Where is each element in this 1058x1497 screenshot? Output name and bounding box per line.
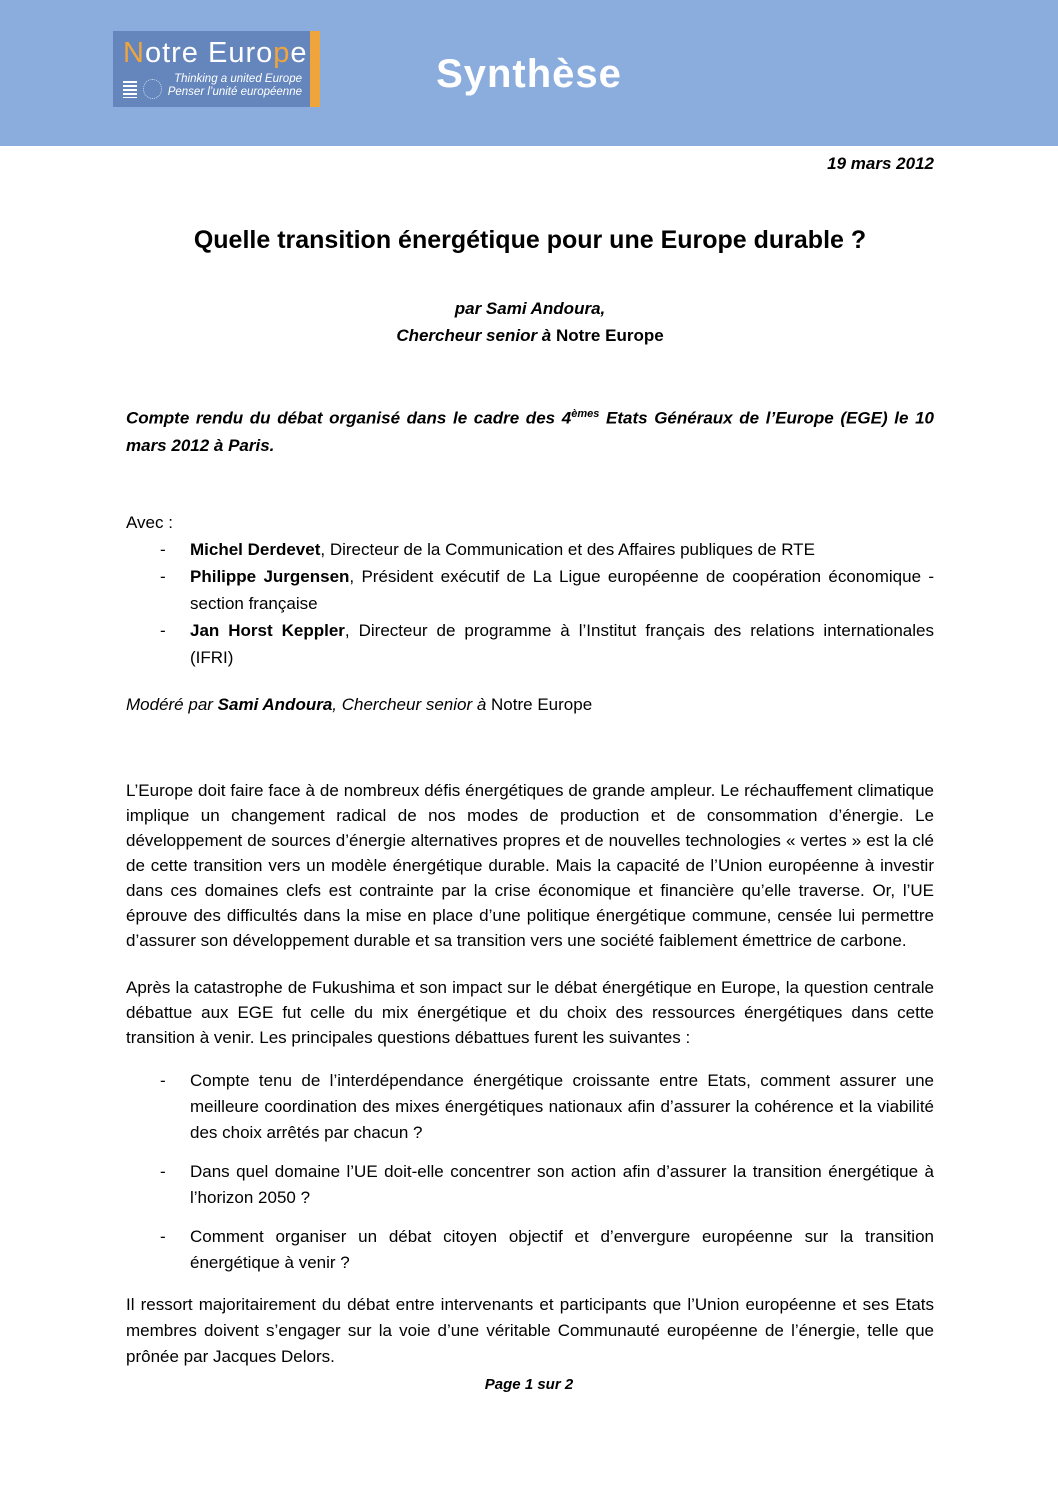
logo-tagline-fr: Penser l’unité européenne bbox=[167, 86, 302, 98]
speakers-list bbox=[126, 536, 934, 671]
byline-role-text: Chercheur senior à bbox=[396, 326, 556, 345]
byline-role bbox=[126, 322, 934, 349]
closing-paragraph: Il ressort majoritairement du débat entre intervenants et participants que l’Union européenne et ses Etats membres doivent s’engager sur la voie d’une véritable Communauté européenne de l’énergie, telle que prônée par Jacques Delors. bbox=[126, 1294, 934, 1366]
speaker-item bbox=[126, 617, 934, 671]
banner-title: Synthèse bbox=[436, 52, 622, 96]
speaker-name: Jan Horst Keppler bbox=[190, 620, 345, 640]
bullet-dash: - bbox=[160, 539, 166, 559]
body-paragraph-1: L’Europe doit faire face à de nombreux défis énergétiques de grande ampleur. Le réchauffement climatique implique un changement radical de nos modes de production et de consommation d’énergie. Le développement de sources d’énergie alternatives propres et de nouvelles technologies « vertes » est la clé de cette transition vers un modèle énergétique durable. Mais la capacité de l’Union européenne à investir dans ces domaines clefs est contrainte par la crise économique et financière qu’elle traverse. Or, l’UE éprouve des difficultés dans la mise en place d’une politique énergétique commune, censée lui permettre d’assurer son développement durable et sa transition vers une société faiblement émettrice de carbone. bbox=[126, 780, 934, 950]
logo-brand-letter-n: N bbox=[123, 37, 145, 69]
byline-author: par Sami Andoura, bbox=[454, 299, 606, 318]
question-text: Compte tenu de l’interdépendance énergétique croissante entre Etats, comment assurer une meilleure coordination des mixes énergétiques nationaux afin d’assurer la cohérence et la viabilité des choix arrêtés par chacun ? bbox=[190, 1070, 934, 1142]
logo-tagline-en: Thinking a united Europe bbox=[174, 73, 302, 85]
speakers-label: Avec : bbox=[126, 512, 173, 532]
intro-part1: Compte rendu du débat organisé dans le cadre des 4 bbox=[126, 408, 572, 428]
speaker-desc: , Président exécutif de La Ligue européenne de coopération économique - section française bbox=[190, 566, 935, 613]
moderator-role: , Chercheur senior à bbox=[332, 694, 492, 714]
moderator-line bbox=[126, 691, 934, 718]
logo-brand-mid: otre Euro bbox=[144, 37, 274, 69]
document-body bbox=[126, 226, 934, 1370]
intro-superscript: èmes bbox=[571, 408, 600, 420]
questions-list bbox=[126, 1068, 934, 1276]
speaker-item bbox=[126, 563, 934, 617]
date-line: 19 mars 2012 bbox=[827, 154, 934, 173]
speaker-item bbox=[126, 536, 934, 563]
bullet-dash: - bbox=[160, 1226, 166, 1246]
bullet-dash: - bbox=[160, 620, 166, 640]
question-text: Comment organiser un débat citoyen objectif et d’envergure européenne sur la transition énergétique à venir ? bbox=[190, 1226, 934, 1272]
speaker-desc: , Directeur de la Communication et des Affaires publiques de RTE bbox=[320, 539, 815, 559]
speaker-name: Philippe Jurgensen bbox=[190, 566, 350, 586]
speaker-name: Michel Derdevet bbox=[190, 539, 321, 559]
body-paragraph-2: Après la catastrophe de Fukushima et son impact sur le débat énergétique en Europe, la question centrale débattue aux EGE fut celle du mix énergétique et du choix des ressources énergétiques dans cette transition à venir. Les principales questions débattues furent les suivantes : bbox=[126, 977, 934, 1047]
byline-org: Notre Europe bbox=[555, 326, 664, 345]
moderator-prefix: Modéré par bbox=[126, 694, 218, 714]
page-title: Quelle transition énergétique pour une Europe durable ? bbox=[193, 226, 867, 254]
bullet-dash: - bbox=[160, 1161, 166, 1181]
moderator-name: Sami Andoura bbox=[217, 694, 333, 714]
question-item bbox=[126, 1068, 934, 1146]
question-text: Dans quel domaine l’UE doit-elle concentrer son action afin d’assurer la transition énergétique à l’horizon 2050 ? bbox=[190, 1161, 934, 1207]
logo-brand-letter-p: p bbox=[273, 37, 291, 69]
page-number: Page 1 sur 2 bbox=[484, 1376, 574, 1393]
bullet-dash: - bbox=[160, 1070, 166, 1090]
question-item bbox=[126, 1159, 934, 1211]
header-banner bbox=[0, 0, 1058, 146]
question-item bbox=[126, 1224, 934, 1276]
event-description bbox=[126, 401, 934, 459]
speaker-desc: , Directeur de programme à l’Institut français des relations internationales (IFRI) bbox=[190, 620, 934, 667]
intro-part2: Etats Généraux de l’Europe (EGE) le 10 mars 2012 à Paris. bbox=[126, 408, 934, 455]
moderator-org: Notre Europe bbox=[491, 694, 593, 714]
bullet-dash: - bbox=[160, 566, 166, 586]
logo-brand-end: e bbox=[290, 37, 308, 69]
